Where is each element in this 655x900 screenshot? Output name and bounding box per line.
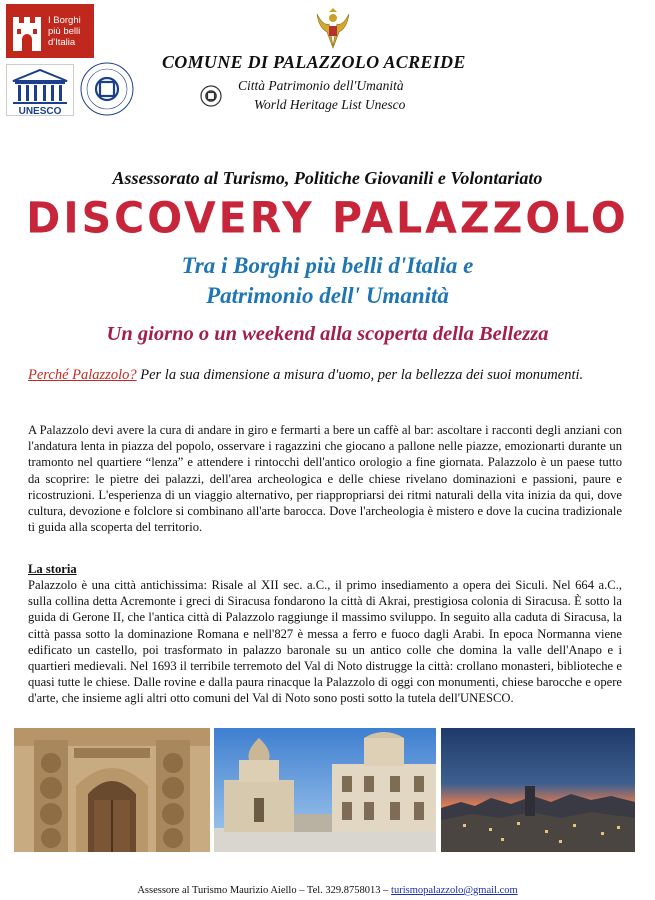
borghi-line-3: d'Italia [48,36,76,48]
footer-text: Assessore al Turismo Maurizio Aiello – Tel. 329.8758013 – [137,885,392,896]
photo-church-piazza [214,728,436,852]
intro-paragraph: A Palazzolo devi avere la cura di andare in giro e fermarti a bere un caffè al bar: ascoltare i racconti degli anziani con l'andatura lenta in piazza del popolo, osservare i ragazzini che giocano a pallone nelle piazze, emozionarti durante un tramonto nel quartiere “lenza” e attendere i rintocchi dell'antico orologio a fine giornata. Palazzolo è un paese tutto da scoprire: le pietre dei palazzi, dell'area archeologica e delle chiese rivelano dominazioni e passioni, paure e ricostruzioni. L'esperienza di un viaggio alternativo, per riappropriarsi dei ritmi naturali della vita inizia da qui, dove cultura, devozione e folclore si combinano all'arte barocca. Dove l'archeologia è mistero e dove la cucina tradizionale ti guida alla scoperta del territorio. [28,423,622,535]
subtitle-line-2: Patrimonio dell' Umanità [206,283,449,308]
world-heritage-list-line: World Heritage List Unesco [254,97,406,112]
subtitle-line-1: Tra i Borghi più belli d'Italia e [181,253,474,278]
tagline: Un giorno o un weekend alla scoperta della Bellezza [106,323,549,345]
castle-icon [10,9,44,53]
world-heritage-emblem [74,60,140,118]
storia-paragraph: Palazzolo è una città antichissima: Risale al XII sec. a.C., il primo insediamento a opera dei Siculi. Nel 664 a.C., sulla collina detta Acremonte i greci di Siracusa fondarono la città di Akrai, prestigiosa colonia di Siracusa. È sotto la guida di Gerone II, che l'antica città di Palazzolo raggiunge il massimo sviluppo. In seguito alla caduta di Siracusa, la città passa sotto la dominazione Romana e nell'827 è messa a ferro e fuoco dagli Arabi. In epoca Normanna viene edificato un castello, poi trasformato in palazzo baronale su un antico colle che domina la valle dell'Anapo e i quartieri medievali. Nel 1693 il terribile terremoto del Val di Noto distrugge la città: crollano monasteri, biblioteche e quasi tutte le chiese. Dalle rovine e dalla paura rinacque la Palazzolo di oggi con monumenti, chiese barocche e opere d'arte, che insieme agli altri otto comuni del Val di Noto sono posti sotto la tutela dell'UNESCO. [28,578,622,706]
patrimonio-line: Città Patrimonio dell'Umanità [238,78,404,93]
perche-answer: Per la sua dimensione a misura d'uomo, per la bellezza dei suoi monumenti. [136,367,584,383]
main-title: DISCOVERY PALAZZOLO [26,192,629,244]
svg-text:UNESCO: UNESCO [18,106,62,115]
eagle-crest-icon [313,4,353,50]
footer-email-link[interactable]: turismopalazzolo@gmail.com [391,885,518,896]
storia-heading: La storia [28,562,77,576]
borghi-line-2: più belli [48,25,81,37]
world-heritage-small-icon [200,85,222,107]
comune-title: COMUNE DI PALAZZOLO ACREIDE [162,52,466,72]
assessorato-heading: Assessorato al Turismo, Politiche Giovanili e Volontariato [112,168,543,188]
borghi-line-1: I Borghi [48,14,81,26]
borghi-logo [6,4,94,58]
footer-contact [0,885,655,896]
perche-question: Perché Palazzolo? [28,367,137,383]
perche-line [28,367,583,384]
borghi-logo-text [48,15,81,48]
unesco-logo [6,64,74,116]
photo-baroque-portal [14,728,210,852]
photo-town-sunset [441,728,635,852]
